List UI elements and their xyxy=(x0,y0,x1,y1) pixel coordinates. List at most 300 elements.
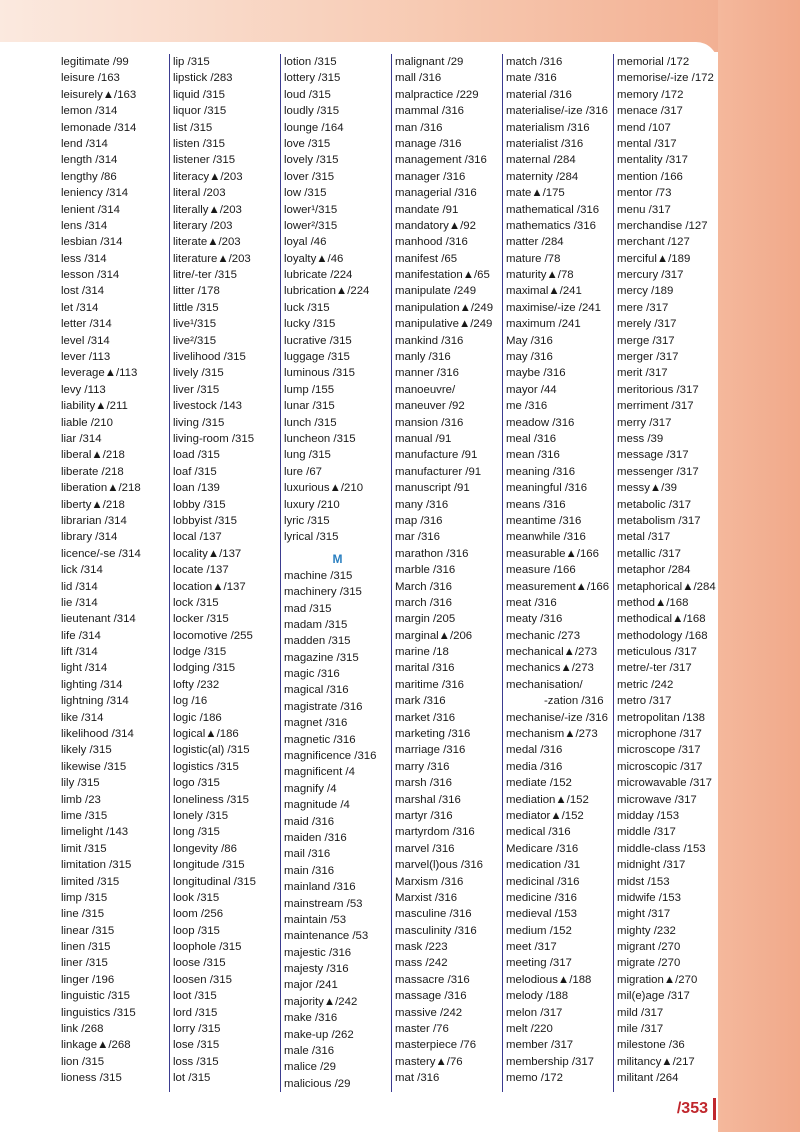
index-entry: manoeuvre/ xyxy=(395,383,456,396)
index-entry: lower¹/315 xyxy=(284,203,338,216)
index-entry: maybe /316 xyxy=(506,367,566,380)
index-entry: meaning /316 xyxy=(506,465,576,478)
index-entry: lend /314 xyxy=(61,137,108,150)
index-entry: maternal /284 xyxy=(506,154,576,167)
index-entry: lioness /315 xyxy=(61,1072,122,1085)
index-entry: map /316 xyxy=(395,514,443,527)
index-entry: lion /315 xyxy=(61,1055,105,1068)
index-entry: management /316 xyxy=(395,154,487,167)
index-entry: metropolitan /138 xyxy=(617,711,706,724)
index-entry: longitudinal /315 xyxy=(173,875,256,888)
index-entry: marvel /316 xyxy=(395,842,455,855)
index-entry: liar /314 xyxy=(61,432,102,445)
index-entry: mature /78 xyxy=(506,252,561,265)
index-entry: like /314 xyxy=(61,711,104,724)
index-entry: magazine /315 xyxy=(284,651,359,664)
index-entry: life /314 xyxy=(61,629,101,642)
index-entry: limitation /315 xyxy=(61,859,132,872)
index-entry: library /314 xyxy=(61,531,118,544)
index-entry: lonely /315 xyxy=(173,809,229,822)
index-entry: magnitude /4 xyxy=(284,799,350,812)
index-entry: meantime /316 xyxy=(506,514,582,527)
index-entry: lengthy /86 xyxy=(61,170,117,183)
index-entry: loop /315 xyxy=(173,924,220,937)
index-entry: mediation▲/152 xyxy=(506,793,589,806)
index-entry: limelight /143 xyxy=(61,826,129,839)
index-entry: living-room /315 xyxy=(173,432,255,445)
index-entry: menu /317 xyxy=(617,203,671,216)
index-entry: malicious /29 xyxy=(284,1077,351,1090)
index-entry: manuscript /91 xyxy=(395,482,470,495)
index-entry: malice /29 xyxy=(284,1061,336,1074)
index-entry: mention /166 xyxy=(617,170,683,183)
index-entry: mail /316 xyxy=(284,848,331,861)
index-entry: medicinal /316 xyxy=(506,875,580,888)
index-entry: magnificent /4 xyxy=(284,766,355,779)
index-entry: metal /317 xyxy=(617,531,671,544)
index-entry: mark /316 xyxy=(395,695,446,708)
index-entry: memory /172 xyxy=(617,88,684,101)
index-entry: lever /113 xyxy=(61,351,111,364)
index-entry: long /315 xyxy=(173,826,220,839)
index-entry: location▲/137 xyxy=(173,580,246,593)
index-entry: milestone /36 xyxy=(617,1039,685,1052)
index-entry: mere /317 xyxy=(617,301,669,314)
index-entry: medicine /316 xyxy=(506,891,577,904)
index-entry: membership /317 xyxy=(506,1055,595,1068)
index-entry: maid /316 xyxy=(284,815,335,828)
index-entry: mammal /316 xyxy=(395,105,465,118)
index-entry: metric /242 xyxy=(617,678,674,691)
index-entry: midwife /153 xyxy=(617,891,681,904)
index-entry: locomotive /255 xyxy=(173,629,253,642)
index-entry: -zation /316 xyxy=(544,695,604,708)
index-entry: living /315 xyxy=(173,416,225,429)
index-entry: marketing /316 xyxy=(395,728,471,741)
index-entry: machine /315 xyxy=(284,569,353,582)
index-entry: librarian /314 xyxy=(61,514,127,527)
index-entry: methodology /168 xyxy=(617,629,708,642)
index-entry: managerial /316 xyxy=(395,187,477,200)
index-entry: light /314 xyxy=(61,662,108,675)
index-entry: march /316 xyxy=(395,596,452,609)
index-entry: liberation▲/218 xyxy=(61,482,141,495)
index-entry: liberty▲/218 xyxy=(61,498,125,511)
index-entry: match /316 xyxy=(506,56,563,68)
index-entry: mate▲/175 xyxy=(506,187,565,200)
index-entry: major /241 xyxy=(284,979,338,992)
index-entry: mathematics /316 xyxy=(506,219,596,232)
index-entry: lip /315 xyxy=(173,56,210,68)
index-entry: linguistic /315 xyxy=(61,990,131,1003)
index-entry: luxurious▲/210 xyxy=(284,482,364,495)
index-column-4 xyxy=(391,54,502,1092)
index-entry: lighting /314 xyxy=(61,678,123,691)
index-entry: metre/-ter /317 xyxy=(617,662,692,675)
index-entry: liquid /315 xyxy=(173,88,225,101)
index-entry: lord /315 xyxy=(173,1006,218,1019)
index-entry: linkage▲/268 xyxy=(61,1039,131,1052)
index-entry: link /268 xyxy=(61,1023,104,1036)
index-entry: meat /316 xyxy=(506,596,557,609)
index-entry: medical /316 xyxy=(506,826,571,839)
index-entry: lorry /315 xyxy=(173,1023,221,1036)
index-entry: method▲/168 xyxy=(617,596,689,609)
index-entry: midst /153 xyxy=(617,875,670,888)
index-entry: mankind /316 xyxy=(395,334,464,347)
index-entry: mess /39 xyxy=(617,432,664,445)
index-entry: meticulous /317 xyxy=(617,646,697,659)
index-entry: mechanism▲/273 xyxy=(506,728,598,741)
index-entry: militant /264 xyxy=(617,1072,679,1085)
index-entry: maturity▲/78 xyxy=(506,269,574,282)
index-entry: messenger /317 xyxy=(617,465,699,478)
index-entry: medal /316 xyxy=(506,744,563,757)
index-entry: meadow /316 xyxy=(506,416,575,429)
index-entry: machinery /315 xyxy=(284,586,362,599)
index-entry: marginal▲/206 xyxy=(395,629,473,642)
index-entry: master /76 xyxy=(395,1023,449,1036)
index-entry: lime /315 xyxy=(61,809,108,822)
index-entry: May /316 xyxy=(506,334,553,347)
index-entry: manifestation▲/65 xyxy=(395,269,490,282)
index-entry: mediator▲/152 xyxy=(506,809,584,822)
index-entry: likely /315 xyxy=(61,744,112,757)
index-column-6 xyxy=(613,54,723,1092)
index-entry: melody /188 xyxy=(506,990,569,1003)
index-entry: live²/315 xyxy=(173,334,217,347)
index-entry: luncheon /315 xyxy=(284,432,356,445)
index-entry: maritime /316 xyxy=(395,678,465,691)
index-entry: mechanisation/ xyxy=(506,678,583,691)
index-entry: level /314 xyxy=(61,334,110,347)
index-entry: lose /315 xyxy=(173,1039,220,1052)
index-entry: mental /317 xyxy=(617,137,677,150)
index-entry: marine /18 xyxy=(395,646,449,659)
index-entry: lunch /315 xyxy=(284,416,337,429)
index-entry: memorial /172 xyxy=(617,56,690,68)
index-entry: merriment /317 xyxy=(617,400,694,413)
index-entry: magnify /4 xyxy=(284,782,337,795)
index-entry: liquor /315 xyxy=(173,105,227,118)
index-entry: Medicare /316 xyxy=(506,842,579,855)
index-entry: marshal /316 xyxy=(395,793,461,806)
index-entry: merit /317 xyxy=(617,367,668,380)
index-entry: lenient /314 xyxy=(61,203,120,216)
index-entry: loom /256 xyxy=(173,908,224,921)
index-entry: levy /113 xyxy=(61,383,106,396)
index-entry: loose /315 xyxy=(173,957,226,970)
index-entry: luminous /315 xyxy=(284,367,355,380)
index-entry: main /316 xyxy=(284,864,335,877)
index-entry: massage /316 xyxy=(395,990,467,1003)
index-entry: lucrative /315 xyxy=(284,334,352,347)
index-entry: lipstick /283 xyxy=(173,72,233,85)
index-entry: lieutenant /314 xyxy=(61,613,136,626)
index-entry: merry /317 xyxy=(617,416,672,429)
index-entry: militancy▲/217 xyxy=(617,1055,695,1068)
index-entry: man /316 xyxy=(395,121,443,134)
index-entry: length /314 xyxy=(61,154,118,167)
index-entry: manufacturer /91 xyxy=(395,465,482,478)
index-entry: linen /315 xyxy=(61,941,111,954)
index-entry: lover /315 xyxy=(284,170,335,183)
index-entry: mainland /316 xyxy=(284,881,356,894)
index-entry: liner /315 xyxy=(61,957,108,970)
index-entry: mediate /152 xyxy=(506,777,572,790)
index-entry: mechanic /273 xyxy=(506,629,581,642)
index-entry: metro /317 xyxy=(617,695,672,708)
index-entry: live¹/315 xyxy=(173,318,217,331)
index-entry: lodge /315 xyxy=(173,646,227,659)
index-entry: manhood /316 xyxy=(395,236,468,249)
index-entry: methodical▲/168 xyxy=(617,613,706,626)
index-entry: leisure /163 xyxy=(61,72,120,85)
index-entry: manipulative▲/249 xyxy=(395,318,493,331)
index-entry: liberal▲/218 xyxy=(61,449,125,462)
index-entry: marriage /316 xyxy=(395,744,466,757)
index-entry: manipulation▲/249 xyxy=(395,301,494,314)
index-entry: less /314 xyxy=(61,252,107,265)
index-entry: magistrate /316 xyxy=(284,700,363,713)
index-entry: legitimate /99 xyxy=(61,56,129,68)
index-entry: material /316 xyxy=(506,88,572,101)
index-entry: middle-class /153 xyxy=(617,842,706,855)
index-entry: mansion /316 xyxy=(395,416,464,429)
index-entry: look /315 xyxy=(173,891,220,904)
index-entry: marsh /316 xyxy=(395,777,452,790)
index-entry: Marxism /316 xyxy=(395,875,464,888)
index-entry: maneuver /92 xyxy=(395,400,465,413)
index-entry: lodging /315 xyxy=(173,662,236,675)
index-entry: loss /315 xyxy=(173,1055,219,1068)
index-entry: microscope /317 xyxy=(617,744,701,757)
index-entry: measurement▲/166 xyxy=(506,580,610,593)
index-entry: mat /316 xyxy=(395,1072,440,1085)
index-entry: mate /316 xyxy=(506,72,557,85)
index-entry: maximal▲/241 xyxy=(506,285,582,298)
index-entry: mild /317 xyxy=(617,1006,664,1019)
index-entry: mechanical▲/273 xyxy=(506,646,598,659)
index-entry: mechanise/-ize /316 xyxy=(506,711,608,724)
index-entry: load /315 xyxy=(173,449,220,462)
index-entry: margin /205 xyxy=(395,613,456,626)
index-entry: livestock /143 xyxy=(173,400,243,413)
index-entry: maintenance /53 xyxy=(284,930,369,943)
index-entry: manly /316 xyxy=(395,351,451,364)
index-entry: means /316 xyxy=(506,498,566,511)
index-entry: mend /107 xyxy=(617,121,671,134)
index-entry: lively /315 xyxy=(173,367,224,380)
index-column-1 xyxy=(58,54,169,1092)
index-entry: lump /155 xyxy=(284,383,335,396)
index-entry: metallic /317 xyxy=(617,547,681,560)
index-entry: liver /315 xyxy=(173,383,220,396)
index-entry: maternity /284 xyxy=(506,170,579,183)
index-entry: marry /316 xyxy=(395,760,450,773)
index-entry: little /315 xyxy=(173,301,219,314)
index-entry: mil(e)age /317 xyxy=(617,990,690,1003)
index-entry: lovely /315 xyxy=(284,154,339,167)
index-entry: litter /178 xyxy=(173,285,220,298)
index-entry: logical▲/186 xyxy=(173,728,239,741)
index-entry: merely /317 xyxy=(617,318,677,331)
index-entry: meet /317 xyxy=(506,941,557,954)
index-entry: lesson /314 xyxy=(61,269,120,282)
index-entry: many /316 xyxy=(395,498,449,511)
index-entry: lot /315 xyxy=(173,1072,211,1085)
index-entry: luxury /210 xyxy=(284,498,340,511)
index-entry: mean /316 xyxy=(506,449,560,462)
index-entry: middle /317 xyxy=(617,826,676,839)
index-entry: marvel(l)ous /316 xyxy=(395,859,483,872)
index-entry: message /317 xyxy=(617,449,689,462)
index-entry: lubricate /224 xyxy=(284,269,353,282)
index-entry: masculine /316 xyxy=(395,908,472,921)
index-entry: loaf /315 xyxy=(173,465,217,478)
index-entry: magnet /316 xyxy=(284,717,348,730)
index-entry: Marxist /316 xyxy=(395,891,458,904)
index-entry: malpractice /229 xyxy=(395,88,479,101)
index-entry: literacy▲/203 xyxy=(173,170,243,183)
index-entry: lyrical /315 xyxy=(284,531,339,544)
index-entry: leniency /314 xyxy=(61,187,129,200)
index-entry: merge /317 xyxy=(617,334,675,347)
right-decorative-band xyxy=(718,0,800,1132)
index-entry: media /316 xyxy=(506,760,563,773)
index-entry: make-up /262 xyxy=(284,1028,354,1041)
index-entry: menace /317 xyxy=(617,105,683,118)
index-entry: melt /220 xyxy=(506,1023,553,1036)
index-entry: may /316 xyxy=(506,351,553,364)
index-entry: mall /316 xyxy=(395,72,442,85)
index-entry: madden /315 xyxy=(284,635,351,648)
index-entry: marble /316 xyxy=(395,564,456,577)
index-entry: loyal /46 xyxy=(284,236,327,249)
index-entry: mathematical /316 xyxy=(506,203,600,216)
index-entry: materialise/-ize /316 xyxy=(506,105,608,118)
index-entry: lottery /315 xyxy=(284,72,341,85)
index-entry: lock /315 xyxy=(173,596,219,609)
index-entry: meeting /317 xyxy=(506,957,572,970)
index-entry: limited /315 xyxy=(61,875,120,888)
index-entry: log /16 xyxy=(173,695,208,708)
index-entry: mass /242 xyxy=(395,957,448,970)
index-entry: medication /31 xyxy=(506,859,581,872)
index-entry: line /315 xyxy=(61,908,105,921)
index-entry: mainstream /53 xyxy=(284,897,363,910)
index-entry: literal /203 xyxy=(173,187,226,200)
page-number-marker xyxy=(713,1098,716,1120)
index-entry: magnificence /316 xyxy=(284,750,377,763)
index-entry: martyrdom /316 xyxy=(395,826,475,839)
index-entry: love /315 xyxy=(284,137,331,150)
index-entry: manner /316 xyxy=(395,367,459,380)
index-entry: majestic /316 xyxy=(284,946,352,959)
index-entry: March /316 xyxy=(395,580,452,593)
index-entry: manual /91 xyxy=(395,432,452,445)
index-entry: lung /315 xyxy=(284,449,331,462)
index-entry: market /316 xyxy=(395,711,456,724)
index-entry: migrant /270 xyxy=(617,941,681,954)
index-entry: lightning /314 xyxy=(61,695,129,708)
index-entry: listen /315 xyxy=(173,137,225,150)
index-entry: leisurely▲/163 xyxy=(61,88,137,101)
index-entry: lid /314 xyxy=(61,580,98,593)
index-entry: lofty /232 xyxy=(173,678,220,691)
index-entry: linguistics /315 xyxy=(61,1006,136,1019)
index-entry: massive /242 xyxy=(395,1006,463,1019)
index-entry: lens /314 xyxy=(61,219,108,232)
index-entry: litre/-ter /315 xyxy=(173,269,237,282)
index-entry: metaphorical▲/284 xyxy=(617,580,716,593)
index-entry: logistics /315 xyxy=(173,760,239,773)
index-entry: masculinity /316 xyxy=(395,924,477,937)
index-entry: meaty /316 xyxy=(506,613,563,626)
index-entry: liberate /218 xyxy=(61,465,124,478)
index-entry: measure /166 xyxy=(506,564,576,577)
index-entry: lick /314 xyxy=(61,564,103,577)
index-entry: manipulate /249 xyxy=(395,285,477,298)
index-entry: masterpiece /76 xyxy=(395,1039,477,1052)
index-entry: make /316 xyxy=(284,1012,338,1025)
index-entry: literally▲/203 xyxy=(173,203,242,216)
index-entry: meaningful /316 xyxy=(506,482,588,495)
index-entry: merciful▲/189 xyxy=(617,252,691,265)
index-entry: longevity /86 xyxy=(173,842,237,855)
index-entry: materialist /316 xyxy=(506,137,584,150)
index-entry: lounge /164 xyxy=(284,121,344,134)
index-entry: lemonade /314 xyxy=(61,121,137,134)
index-entry: loophole /315 xyxy=(173,941,242,954)
index-column-2 xyxy=(169,54,280,1092)
index-entry: metabolic /317 xyxy=(617,498,692,511)
index-entry: lyric /315 xyxy=(284,514,330,527)
index-entry: logic /186 xyxy=(173,711,222,724)
index-entry: merger /317 xyxy=(617,351,679,364)
index-entry: list /315 xyxy=(173,121,213,134)
index-entry: mechanics▲/273 xyxy=(506,662,594,675)
index-entry: loyalty▲/46 xyxy=(284,252,344,265)
index-entry: listener /315 xyxy=(173,154,236,167)
index-entry: lobbyist /315 xyxy=(173,514,237,527)
index-entry: leverage▲/113 xyxy=(61,367,138,380)
index-entry: local /137 xyxy=(173,531,222,544)
index-entry: male /316 xyxy=(284,1045,335,1058)
index-entry: maximum /241 xyxy=(506,318,581,331)
index-entry: midnight /317 xyxy=(617,859,686,872)
index-entry: limit /315 xyxy=(61,842,107,855)
index-entry: manage /316 xyxy=(395,137,462,150)
index-entry: maximise/-ize /241 xyxy=(506,301,601,314)
index-entry: massacre /316 xyxy=(395,973,470,986)
index-entry: marathon /316 xyxy=(395,547,469,560)
index-entry: meanwhile /316 xyxy=(506,531,586,544)
index-entry: medium /152 xyxy=(506,924,572,937)
index-entry: loudly /315 xyxy=(284,105,340,118)
index-entry: mercury /317 xyxy=(617,269,684,282)
index-entry: marital /316 xyxy=(395,662,455,675)
index-entry: martyr /316 xyxy=(395,809,453,822)
index-entry: meal /316 xyxy=(506,432,557,445)
index-entry: lobby /315 xyxy=(173,498,226,511)
index-entry: melodious▲/188 xyxy=(506,973,592,986)
index-entry: migration▲/270 xyxy=(617,973,698,986)
index-entry: memo /172 xyxy=(506,1072,563,1085)
index-entry: lesbian /314 xyxy=(61,236,123,249)
index-column-5 xyxy=(502,54,613,1092)
index-entry: lower²/315 xyxy=(284,219,338,232)
